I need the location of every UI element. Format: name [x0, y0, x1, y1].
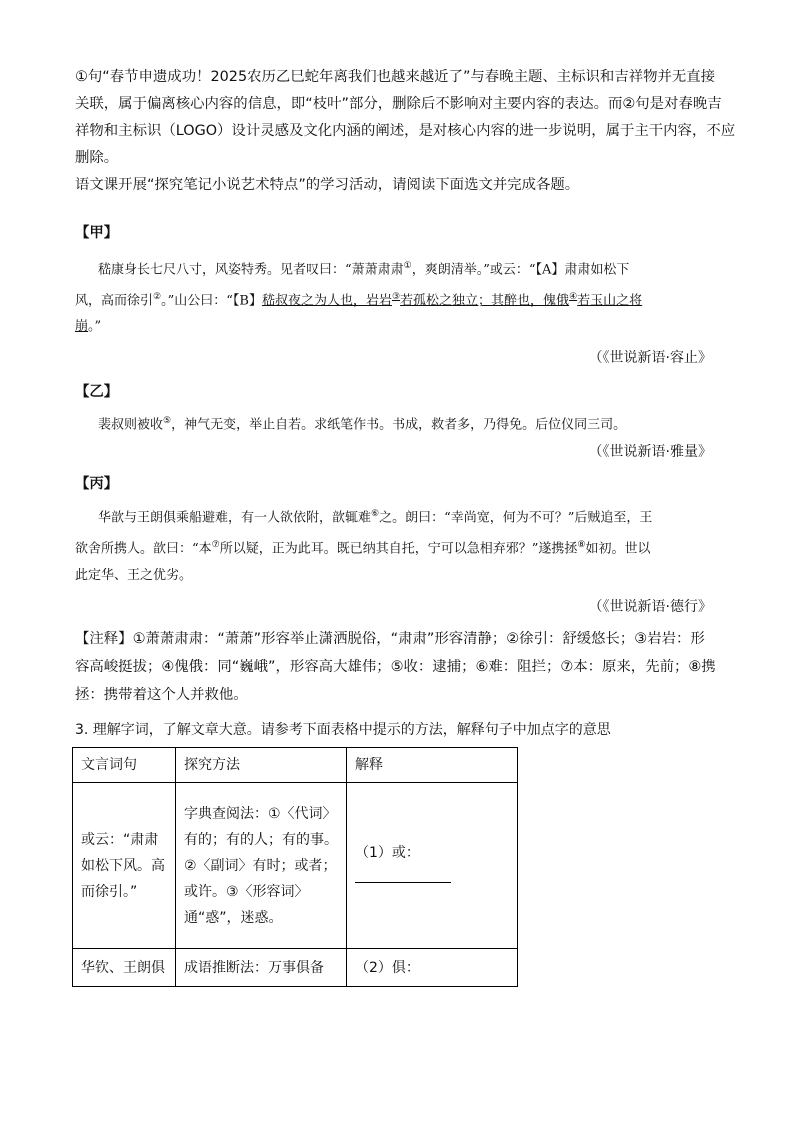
method-cell: 字典查阅法：①〈代词〉有的；有的人；有的事。②〈副词〉有时；或者；或许。③〈形容词〉通“惑”，迷惑。	[176, 783, 347, 949]
bing-line-1	[98, 503, 652, 529]
jia-text: ，爽朗清举。”或云：“【A】肃肃如松下	[411, 262, 630, 278]
yi-source: （《世说新语·雅量》	[588, 444, 712, 460]
table-header: 解释	[347, 748, 518, 783]
yi-text: ，神气无变，举止自若。求纸笔作书。书成，救者多，乃得免。后位仪同三司。	[171, 417, 627, 433]
note-marker: ⑦	[211, 540, 220, 550]
bing-text: 欲舍所携人。歆曰：“本	[75, 541, 212, 557]
note-marker: ③	[391, 292, 401, 302]
jia-line-1	[98, 255, 629, 281]
phrase-cell: 华钦、王朗俱	[73, 949, 176, 987]
jia-text: 。”	[88, 319, 102, 334]
yi-text: 裴叔则被收	[98, 417, 164, 433]
exploration-table	[72, 747, 518, 987]
note-marker: ⑤	[163, 416, 172, 426]
note-marker: ①	[403, 261, 412, 271]
notes-line-3: 拯：携带着这个人并救他。	[75, 687, 248, 703]
yi-line-1	[98, 410, 626, 436]
note-marker: ⑧	[577, 540, 586, 550]
note-marker: ②	[153, 292, 162, 302]
underlined-sentence: 嵇叔夜之为人也，岩岩	[261, 293, 392, 309]
jia-line-2	[75, 286, 642, 312]
underlined-sentence: 若孤松之独立；其醉也，傀俄	[400, 293, 570, 309]
method-cell: 成语推断法：万事俱备	[176, 949, 347, 987]
bing-text: 所以疑，正为此耳。既已纳其自托，宁可以急相弃邪？”遂携拯	[219, 541, 578, 557]
notes-line-1: 【注释】①萧萧肃肃：“萧萧”形容举止潇洒脱俗，“肃肃”形容清静；②徐引：舒缓悠长；③岩岩：形	[75, 631, 705, 647]
bing-line-3: 此定华、王之优劣。	[75, 568, 193, 583]
jia-line-3	[75, 316, 101, 338]
section-jia-header: 【甲】	[75, 225, 119, 241]
section-yi-header: 【乙】	[75, 384, 119, 400]
note-marker: ④	[569, 292, 578, 302]
answer-blank-line[interactable]	[355, 882, 451, 883]
table-row	[73, 949, 518, 987]
bing-text: 之。朗曰：“幸尚宽，何为不可？”后贼追至，王	[379, 510, 653, 526]
bing-text: 华歆与王朗俱乘船避难，有一人欲依附，歆辄难	[98, 510, 372, 526]
phrase-cell: 或云：“肃肃如松下风。高而徐引。”	[73, 783, 176, 949]
answer-label: （1）或：	[355, 844, 420, 861]
question-3: 3. 理解字词，了解文章大意。请参考下面表格中提示的方法，解释句子中加点字的意思	[75, 722, 611, 738]
bing-source: （《世说新语·德行》	[588, 599, 712, 615]
table-header-row	[73, 748, 518, 783]
analysis-line-3: 祥物和主标识（LOGO）设计灵感及文化内涵的阐述，是对核心内容的进一步说明，属于主干内容，不应	[75, 123, 736, 139]
analysis-line-1: ①句“春节申遗成功！2025农历乙巳蛇年离我们也越来越近了”与春晚主题、主标识和吉祥物并无直接	[75, 69, 716, 85]
bing-text: 如初。世以	[585, 541, 651, 557]
answer-cell[interactable]: （2）俱：	[347, 949, 518, 987]
section-bing-header: 【丙】	[75, 476, 119, 492]
table-header: 探究方法	[176, 748, 347, 783]
analysis-line-2: 关联，属于偏离核心内容的信息，即“枝叶”部分，删除后不影响对主要内容的表达。而②句是对春晚吉	[75, 96, 722, 112]
jia-text: 。”山公曰：“【B】	[161, 293, 262, 309]
jia-text: 嵇康身长七尺八寸，风姿特秀。见者叹曰：“萧萧肃肃	[98, 262, 404, 278]
answer-cell	[347, 783, 518, 949]
underlined-sentence: 崩	[75, 319, 89, 334]
note-marker: ⑥	[371, 509, 380, 519]
table-row	[73, 783, 518, 949]
underlined-sentence: 若玉山之将	[577, 293, 643, 309]
notes-line-2: 容高峻挺拔；④傀俄：同“巍峨”，形容高大雄伟；⑤收：逮捕；⑥难：阻拦；⑦本：原来，先前；⑧携	[75, 659, 716, 675]
jia-text: 风，高而徐引	[75, 293, 154, 309]
intro-text: 语文课开展“探究笔记小说艺术特点”的学习活动，请阅读下面选文并完成各题。	[75, 177, 580, 193]
analysis-line-4: 删除。	[75, 150, 119, 166]
jia-source: （《世说新语·容止》	[588, 350, 712, 366]
bing-line-2	[75, 534, 650, 560]
table-header: 文言词句	[73, 748, 176, 783]
